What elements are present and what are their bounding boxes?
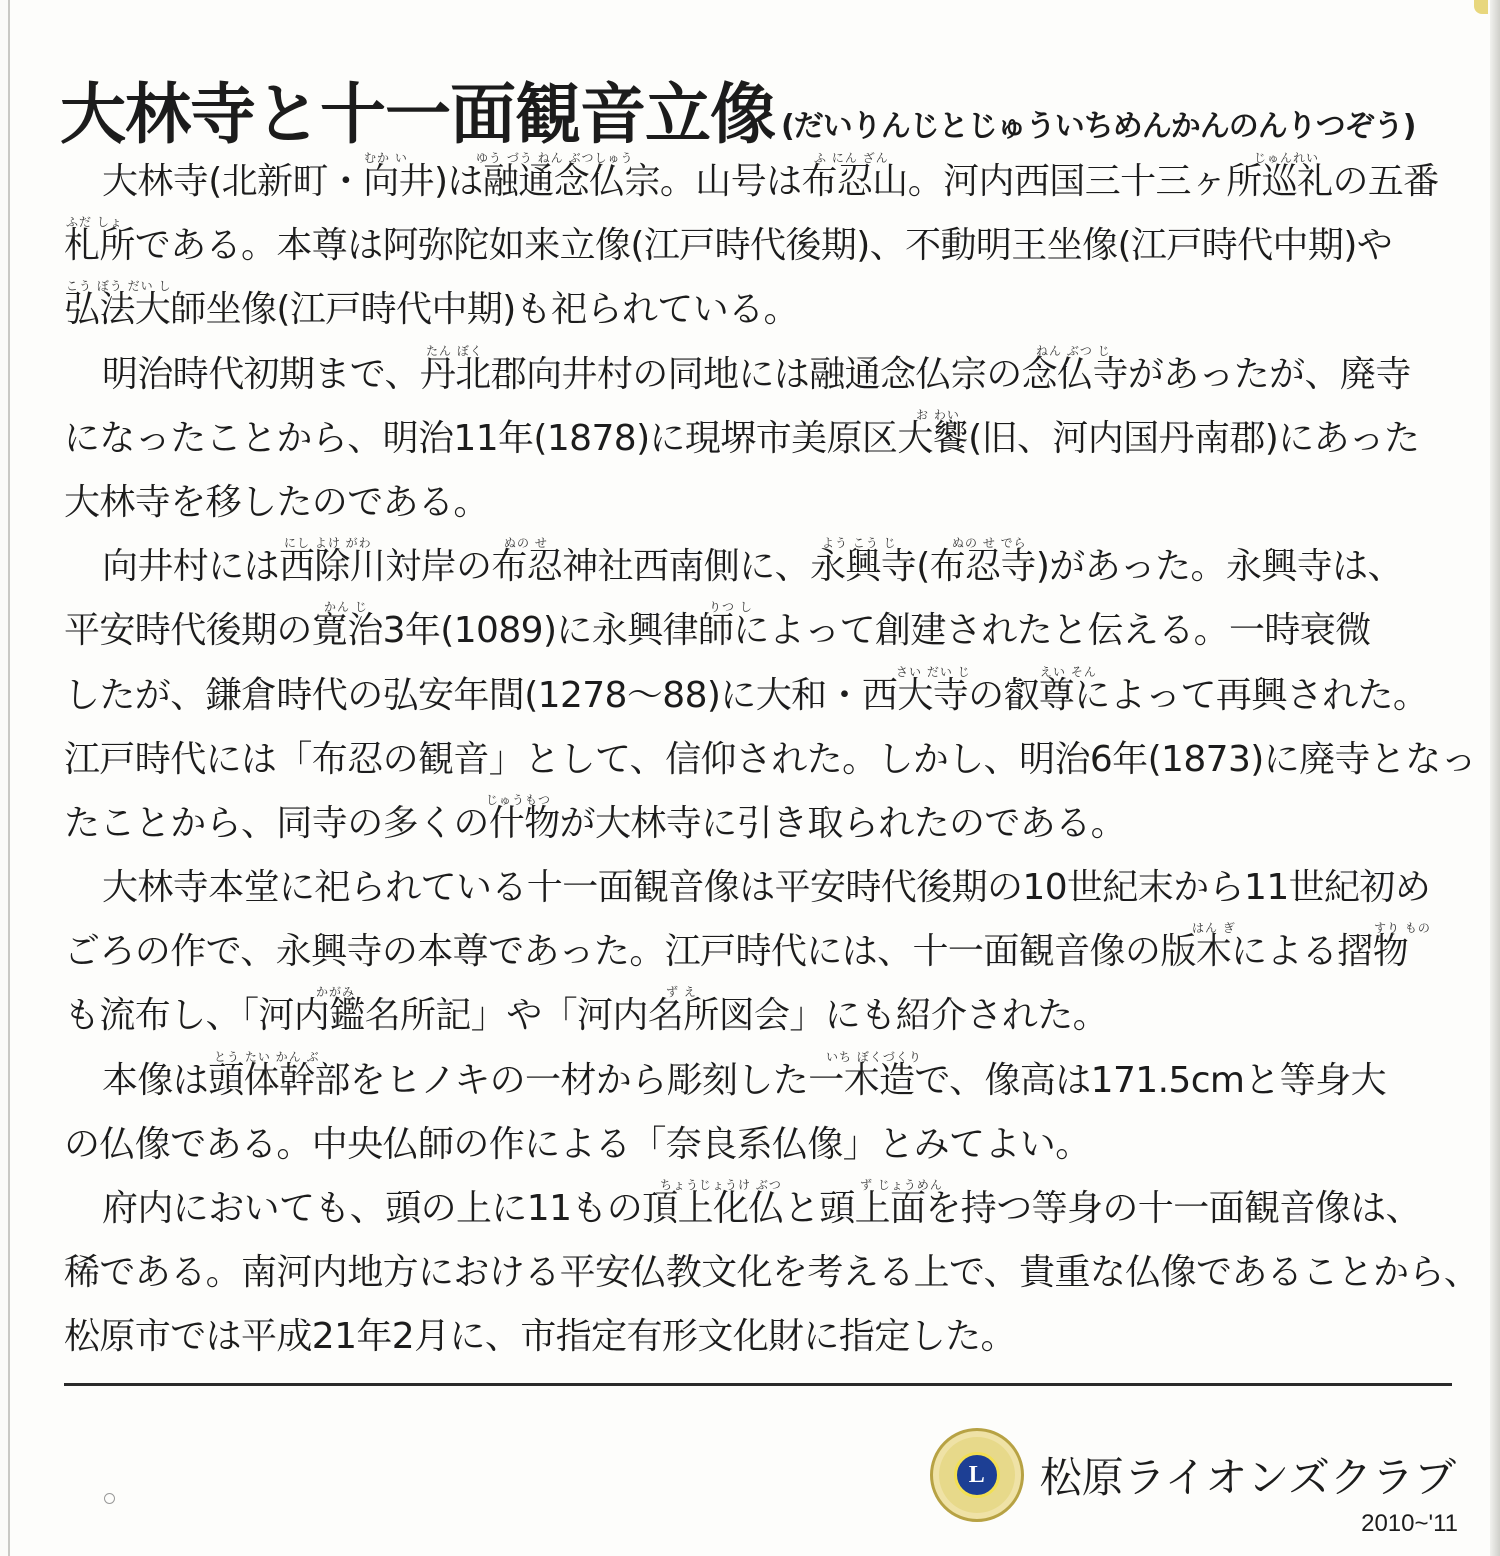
line-text: 明治時代初期まで、丹北郡向井村の同地には融通念仏宗の念仏寺があったが、廃寺 [102,353,1411,395]
furigana: ふだ しょ [66,215,123,230]
furigana: すり もの [1374,921,1431,936]
text-line [64,343,1448,407]
line-text: 本像は頭体幹部をヒノキの一材から彫刻した一木造で、像高は171.5cmと等身大 [102,1059,1387,1101]
text-line [64,792,1448,856]
text-line [64,150,1448,214]
board-edge [1490,0,1500,1556]
furigana-row [64,922,1448,936]
furigana: ゆう づう ねん ぶつしゅう [476,151,634,165]
furigana-row [64,794,1448,808]
text-line [64,535,1448,599]
furigana: ぬの せ でら [952,536,1027,551]
paragraph [64,856,1448,1049]
text-line [64,728,1477,792]
body-text [64,150,1480,1370]
line-text: 大林寺本堂に祀られている十一面観音像は平安時代後期の10世紀末から11世紀初め [102,867,1431,909]
text-line [64,984,1448,1048]
furigana: えい そん [1040,664,1097,679]
text-line [64,599,1448,663]
furigana: お わい [916,407,960,422]
line-text: 平安時代後期の寛治3年(1089)に永興律師によって創建されたと伝える。一時衰微 [64,610,1371,652]
text-line [64,471,1448,535]
furigana: りつ し [709,600,753,615]
text-line [64,1305,1448,1369]
paragraph [64,1049,1448,1177]
text-line [64,407,1448,471]
furigana: にし よけ がわ [284,536,372,551]
line-text: 向井村には西除川対岸の布忍神社西南側に、永興寺(布忍寺)があった。永興寺は、 [102,546,1403,588]
furigana-row [64,986,1448,1000]
furigana: かん じ [324,600,368,615]
sponsor-name: 松原ライオンズクラブ [1039,1453,1456,1502]
furigana-row [64,601,1448,615]
furigana: ふ にん ざん [814,151,889,165]
furigana-row [64,280,1448,294]
furigana: とう たい かん ぶ [214,1049,320,1064]
line-text: の仏像である。中央仏師の作による「奈良系仏像」とみてよい。 [64,1123,1091,1165]
line-text: 松原市では平成21年2月に、市指定有形文化財に指定した。 [64,1316,1016,1358]
paragraph [64,343,1448,536]
text-line [64,214,1448,278]
text-line [64,1241,1480,1305]
line-text: 大林寺を移したのである。 [64,481,489,523]
sponsor-years: 2010~'11 [1361,1510,1458,1537]
line-text: ごろの作で、永興寺の本尊であった。江戸時代には、十一面観音像の版木による摺物 [64,931,1409,973]
furigana: いち ぼくづくり [826,1049,922,1064]
paragraph [64,150,1448,343]
furigana-row [64,345,1448,359]
text-line [64,856,1448,920]
line-text: 府内においても、頭の上に11もの頂上化仏と頭上面を持つ等身の十一面観音像は、 [102,1188,1422,1229]
text-line [64,1049,1448,1113]
furigana-row [64,537,1448,551]
title [60,38,1460,153]
text-line [64,1113,1448,1177]
furigana: たん ぼく [426,343,483,358]
furigana-row [64,1179,1448,1193]
furigana-row [64,1051,1448,1065]
furigana: じゅうもつ [486,792,552,807]
line-text: になったことから、明治11年(1878)に現堺市美原区大饗(旧、河内国丹南郡)にあった [64,417,1420,459]
furigana-row [64,152,1448,166]
furigana: むか い [364,151,408,165]
furigana: じゅんれい [1254,151,1320,165]
divider-line [64,1383,1452,1386]
line-text: も流布し、「河内鑑名所記」や「河内名所図会」にも紹介された。 [64,995,1109,1037]
furigana-row [64,216,1448,230]
text-line [64,1177,1448,1241]
line-text: したが、鎌倉時代の弘安年間(1278〜88)に大和・西大寺の叡尊によって再興された。 [64,674,1429,716]
furigana: よう こう じ [822,536,897,551]
line-text: 江戸時代には「布忍の観音」として、信仰された。しかし、明治6年(1873)に廃寺となっ [64,738,1477,780]
line-text: 大林寺(北新町・向井)は融通念仏宗。山号は布忍山。河内西国三十三ヶ所巡礼の五番 [102,161,1439,202]
furigana-row [64,666,1448,680]
furigana: ず じょうめん [860,1178,943,1192]
furigana: ず え [666,985,697,1000]
title-main: 大林寺と十一面観音立像 [60,76,775,153]
furigana: ねん ぶつ じ [1036,343,1111,358]
line-text: 札所である。本尊は阿弥陀如来立像(江戸時代後期)、不動明王坐像(江戸時代中期)や [64,225,1393,267]
furigana: ぬの せ [504,536,548,551]
line-text: たことから、同寺の多くの什物が大林寺に引き取られたのである。 [64,802,1127,844]
furigana: ちょうじょうけ ぶつ [660,1178,782,1192]
line-text: 稀である。南河内地方における平安仏教文化を考える上で、貴重な仏像であることから、 [64,1252,1480,1294]
furigana: こう ぼう だい し [66,279,172,294]
text-line [64,664,1448,728]
text-line [64,278,1448,342]
lions-logo-letter: L [954,1452,1000,1498]
sponsor [930,1428,1456,1522]
furigana-row [64,409,1448,423]
small-circle-mark [104,1493,115,1504]
title-reading: (だいりんじとじゅういちめんかんのんりつぞう) [781,109,1416,144]
line-text: 弘法大師坐像(江戸時代中期)も祀られている。 [64,289,799,331]
corner-tape [1474,0,1488,14]
furigana: かがみ [316,985,356,1000]
paragraph [64,1177,1480,1370]
paragraph [64,535,1477,856]
furigana: さい だい じ [896,664,971,679]
furigana: はん ぎ [1192,921,1236,936]
text-line [64,920,1448,984]
lions-club-logo-icon [930,1428,1024,1522]
